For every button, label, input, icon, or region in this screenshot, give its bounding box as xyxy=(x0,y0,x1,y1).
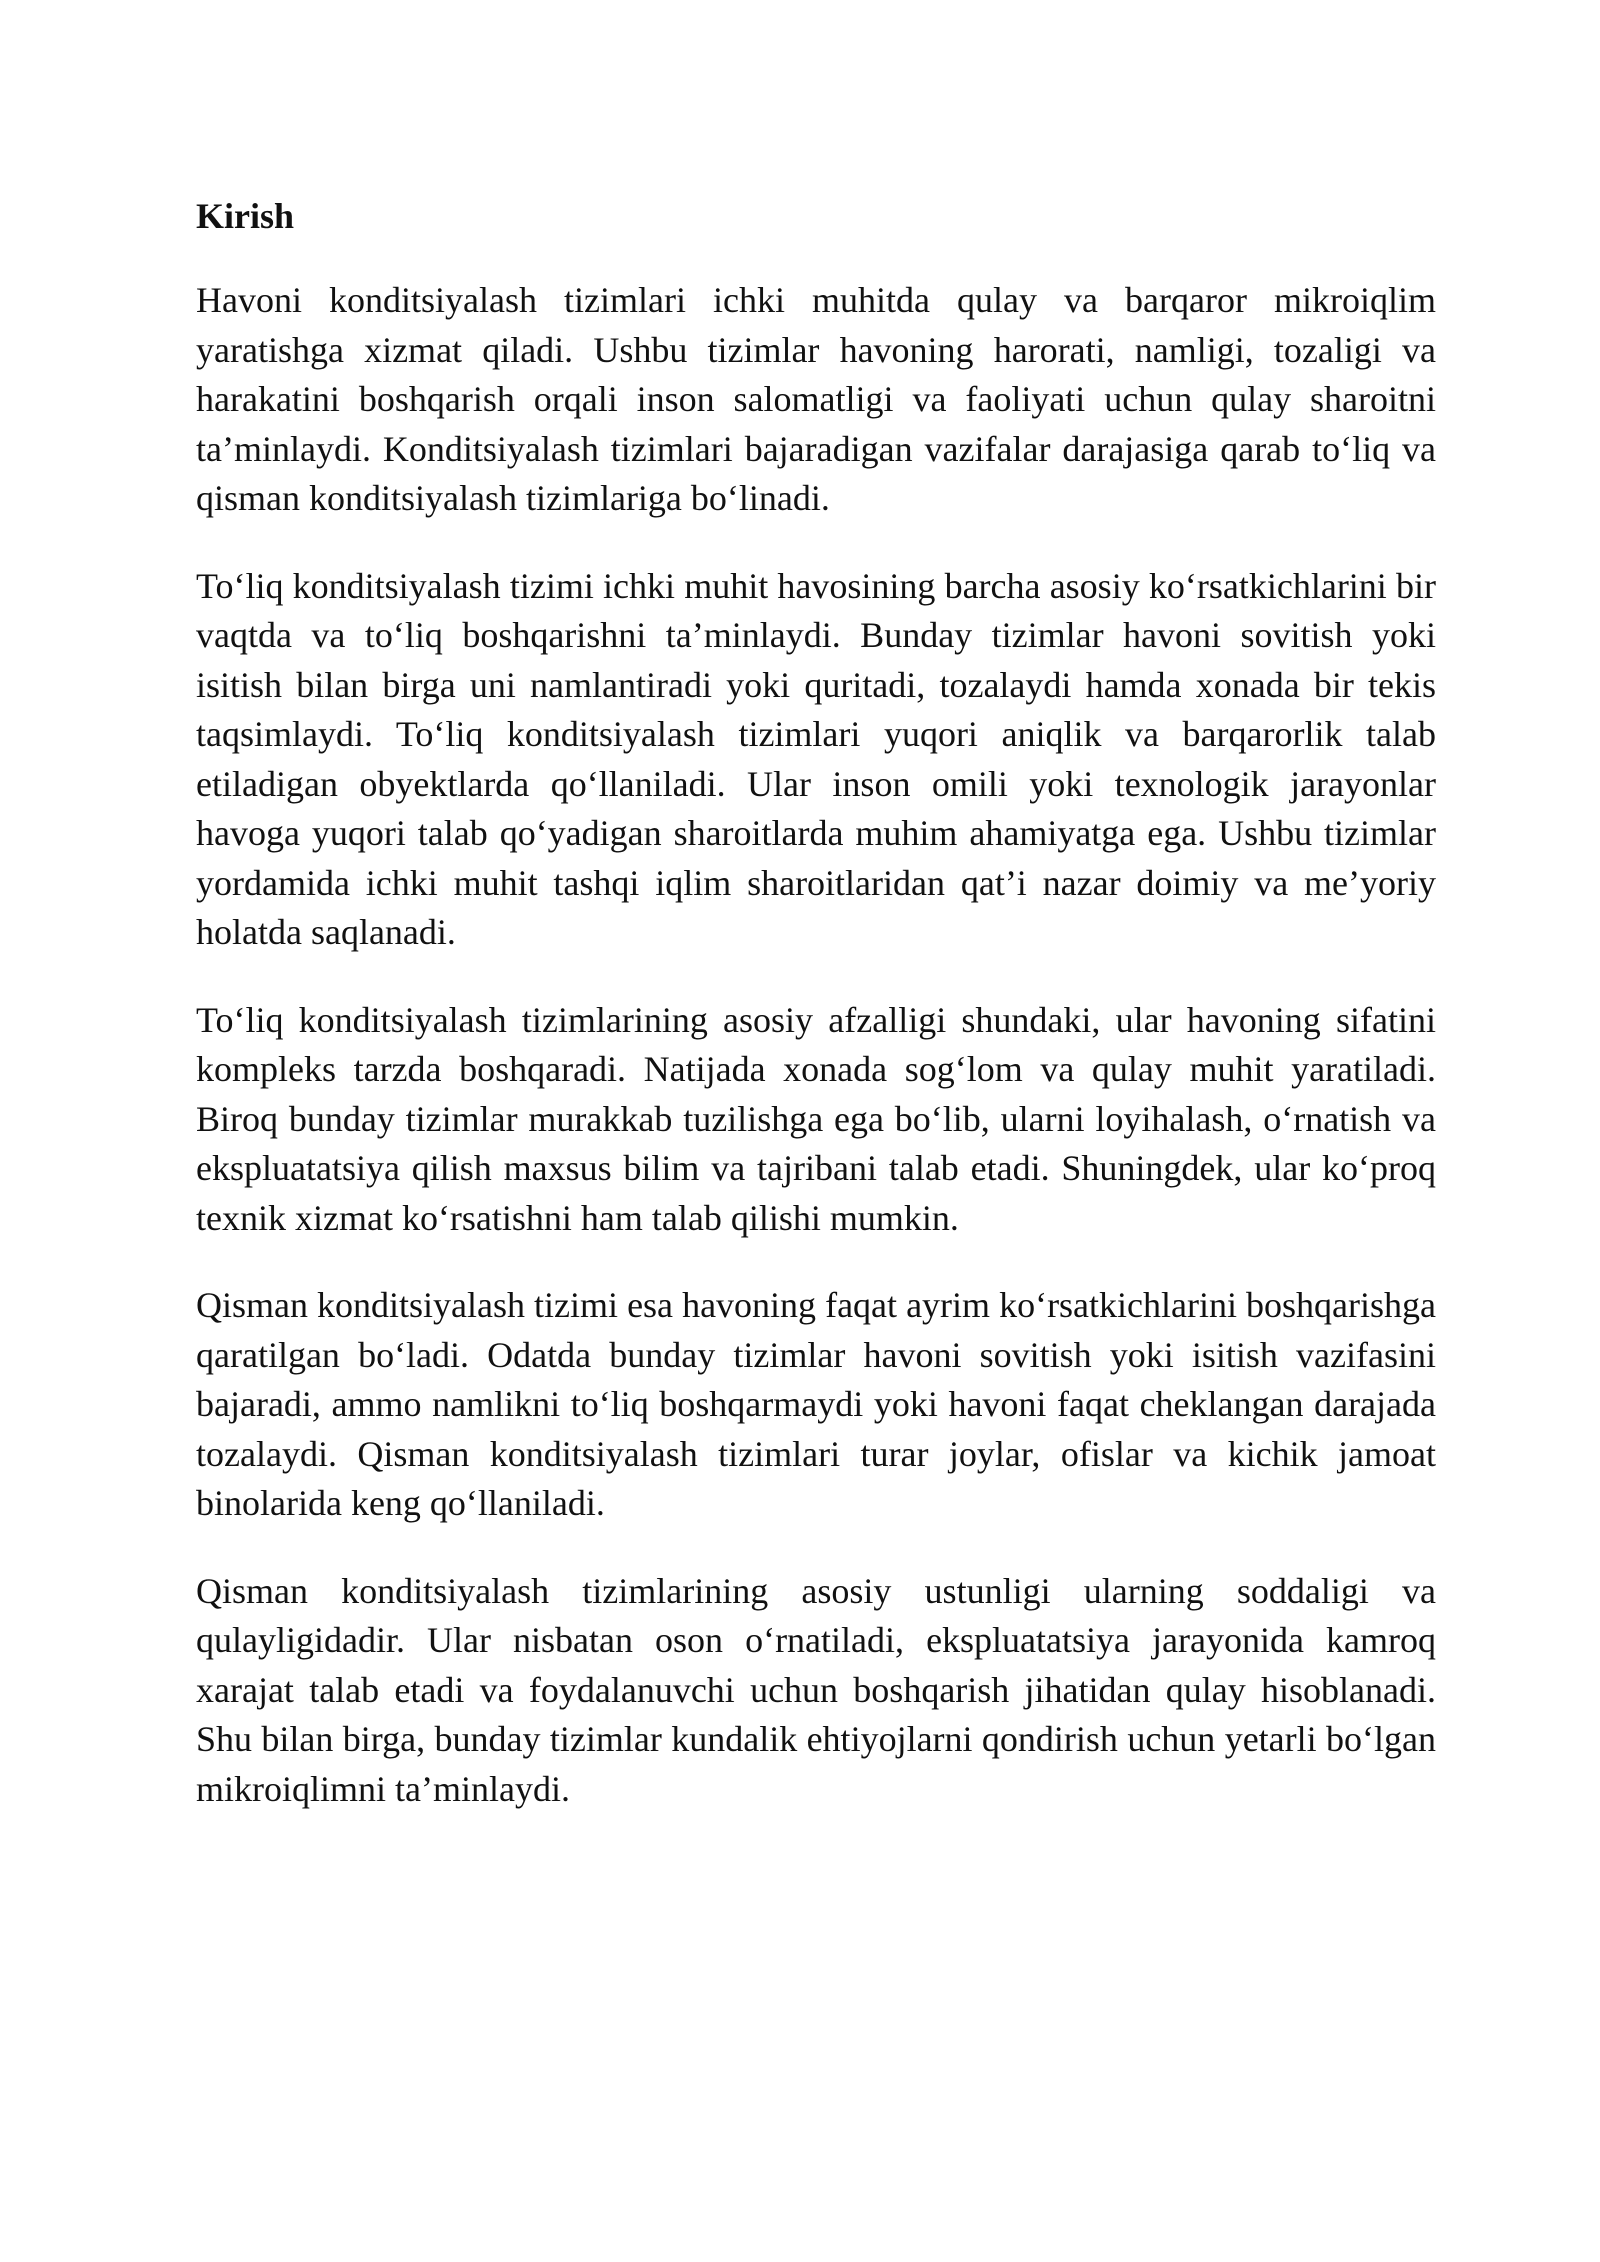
paragraph-4: Qisman konditsiyalash tizimi esa havoning faqat ayrim ko‘rsatkichlarini boshqarishga qaratilgan bo‘ladi. Odatda bunday tizimlar havoni sovitish yoki isitish vazifasini bajaradi, ammo namlikni to‘liq boshqarmaydi yoki havoni faqat cheklangan darajada tozalaydi. Qisman konditsiyalash tizimlari turar joylar, ofislar va kichik jamoat binolarida keng qo‘llaniladi. xyxy=(196,1285,1436,1523)
paragraph-5: Qisman konditsiyalash tizimlarining asosiy ustunligi ularning soddaligi va qulayligidadir. Ular nisbatan oson o‘rnatiladi, ekspluatatsiya jarayonida kamroq xarajat talab etadi va foydalanuvchi uchun boshqarish jihatidan qulay hisoblanadi. Shu bilan birga, bunday tizimlar kundalik ehtiyojlarni qondirish uchun yetarli bo‘lgan mikroiqlimni ta’minlaydi. xyxy=(196,1570,1436,1809)
paragraph-3: To‘liq konditsiyalash tizimlarining asosiy afzalligi shundaki, ular havoning sifatini kompleks tarzda boshqaradi. Natijada xonada sog‘lom va qulay muhit yaratiladi. Biroq bunday tizimlar murakkab tuzilishga ega bo‘lib, ularni loyihalash, o‘rnatish va ekspluatatsiya qilish maxsus bilim va tajribani talab etadi. Shuningdek, ular ko‘proq texnik xizmat ko‘rsatishni ham talab qilishi mumkin. xyxy=(196,999,1436,1238)
paragraph-1: Havoni konditsiyalash tizimlari ichki muhitda qulay va barqaror mikroiqlim yaratishga xizmat qiladi. Ushbu tizimlar havoning harorati, namligi, tozaligi va harakatini boshqarish orqali inson salomatligi va faoliyati uchun qulay sharoitni ta’minlaydi. Konditsiyalash tizimlari bajaradigan vazifalar darajasiga qarab to‘liq va qisman konditsiyalash tizimlariga bo‘linadi. xyxy=(196,280,1436,518)
section-heading: Kirish xyxy=(196,196,295,236)
paragraph-2: To‘liq konditsiyalash tizimi ichki muhit havosining barcha asosiy ko‘rsatkichlarini bir vaqtda va to‘liq boshqarishni ta’minlaydi. Bunday tizimlar havoni sovitish yoki isitish bilan birga uni namlantiradi yoki quritadi, tozalaydi hamda xonada bir tekis taqsimlaydi. To‘liq konditsiyalash tizimlari yuqori aniqlik va barqarorlik talab etiladigan obyektlarda qo‘llaniladi. Ular inson omili yoki texnologik jarayonlar havoga yuqori talab qo‘yadigan sharoitlarda muhim ahamiyatga ega. Ushbu tizimlar yordamida ichki muhit tashqi iqlim sharoitlaridan qat’i nazar doimiy va me’yoriy holatda saqlanadi. xyxy=(196,565,1436,952)
document-body xyxy=(196,192,1436,1852)
